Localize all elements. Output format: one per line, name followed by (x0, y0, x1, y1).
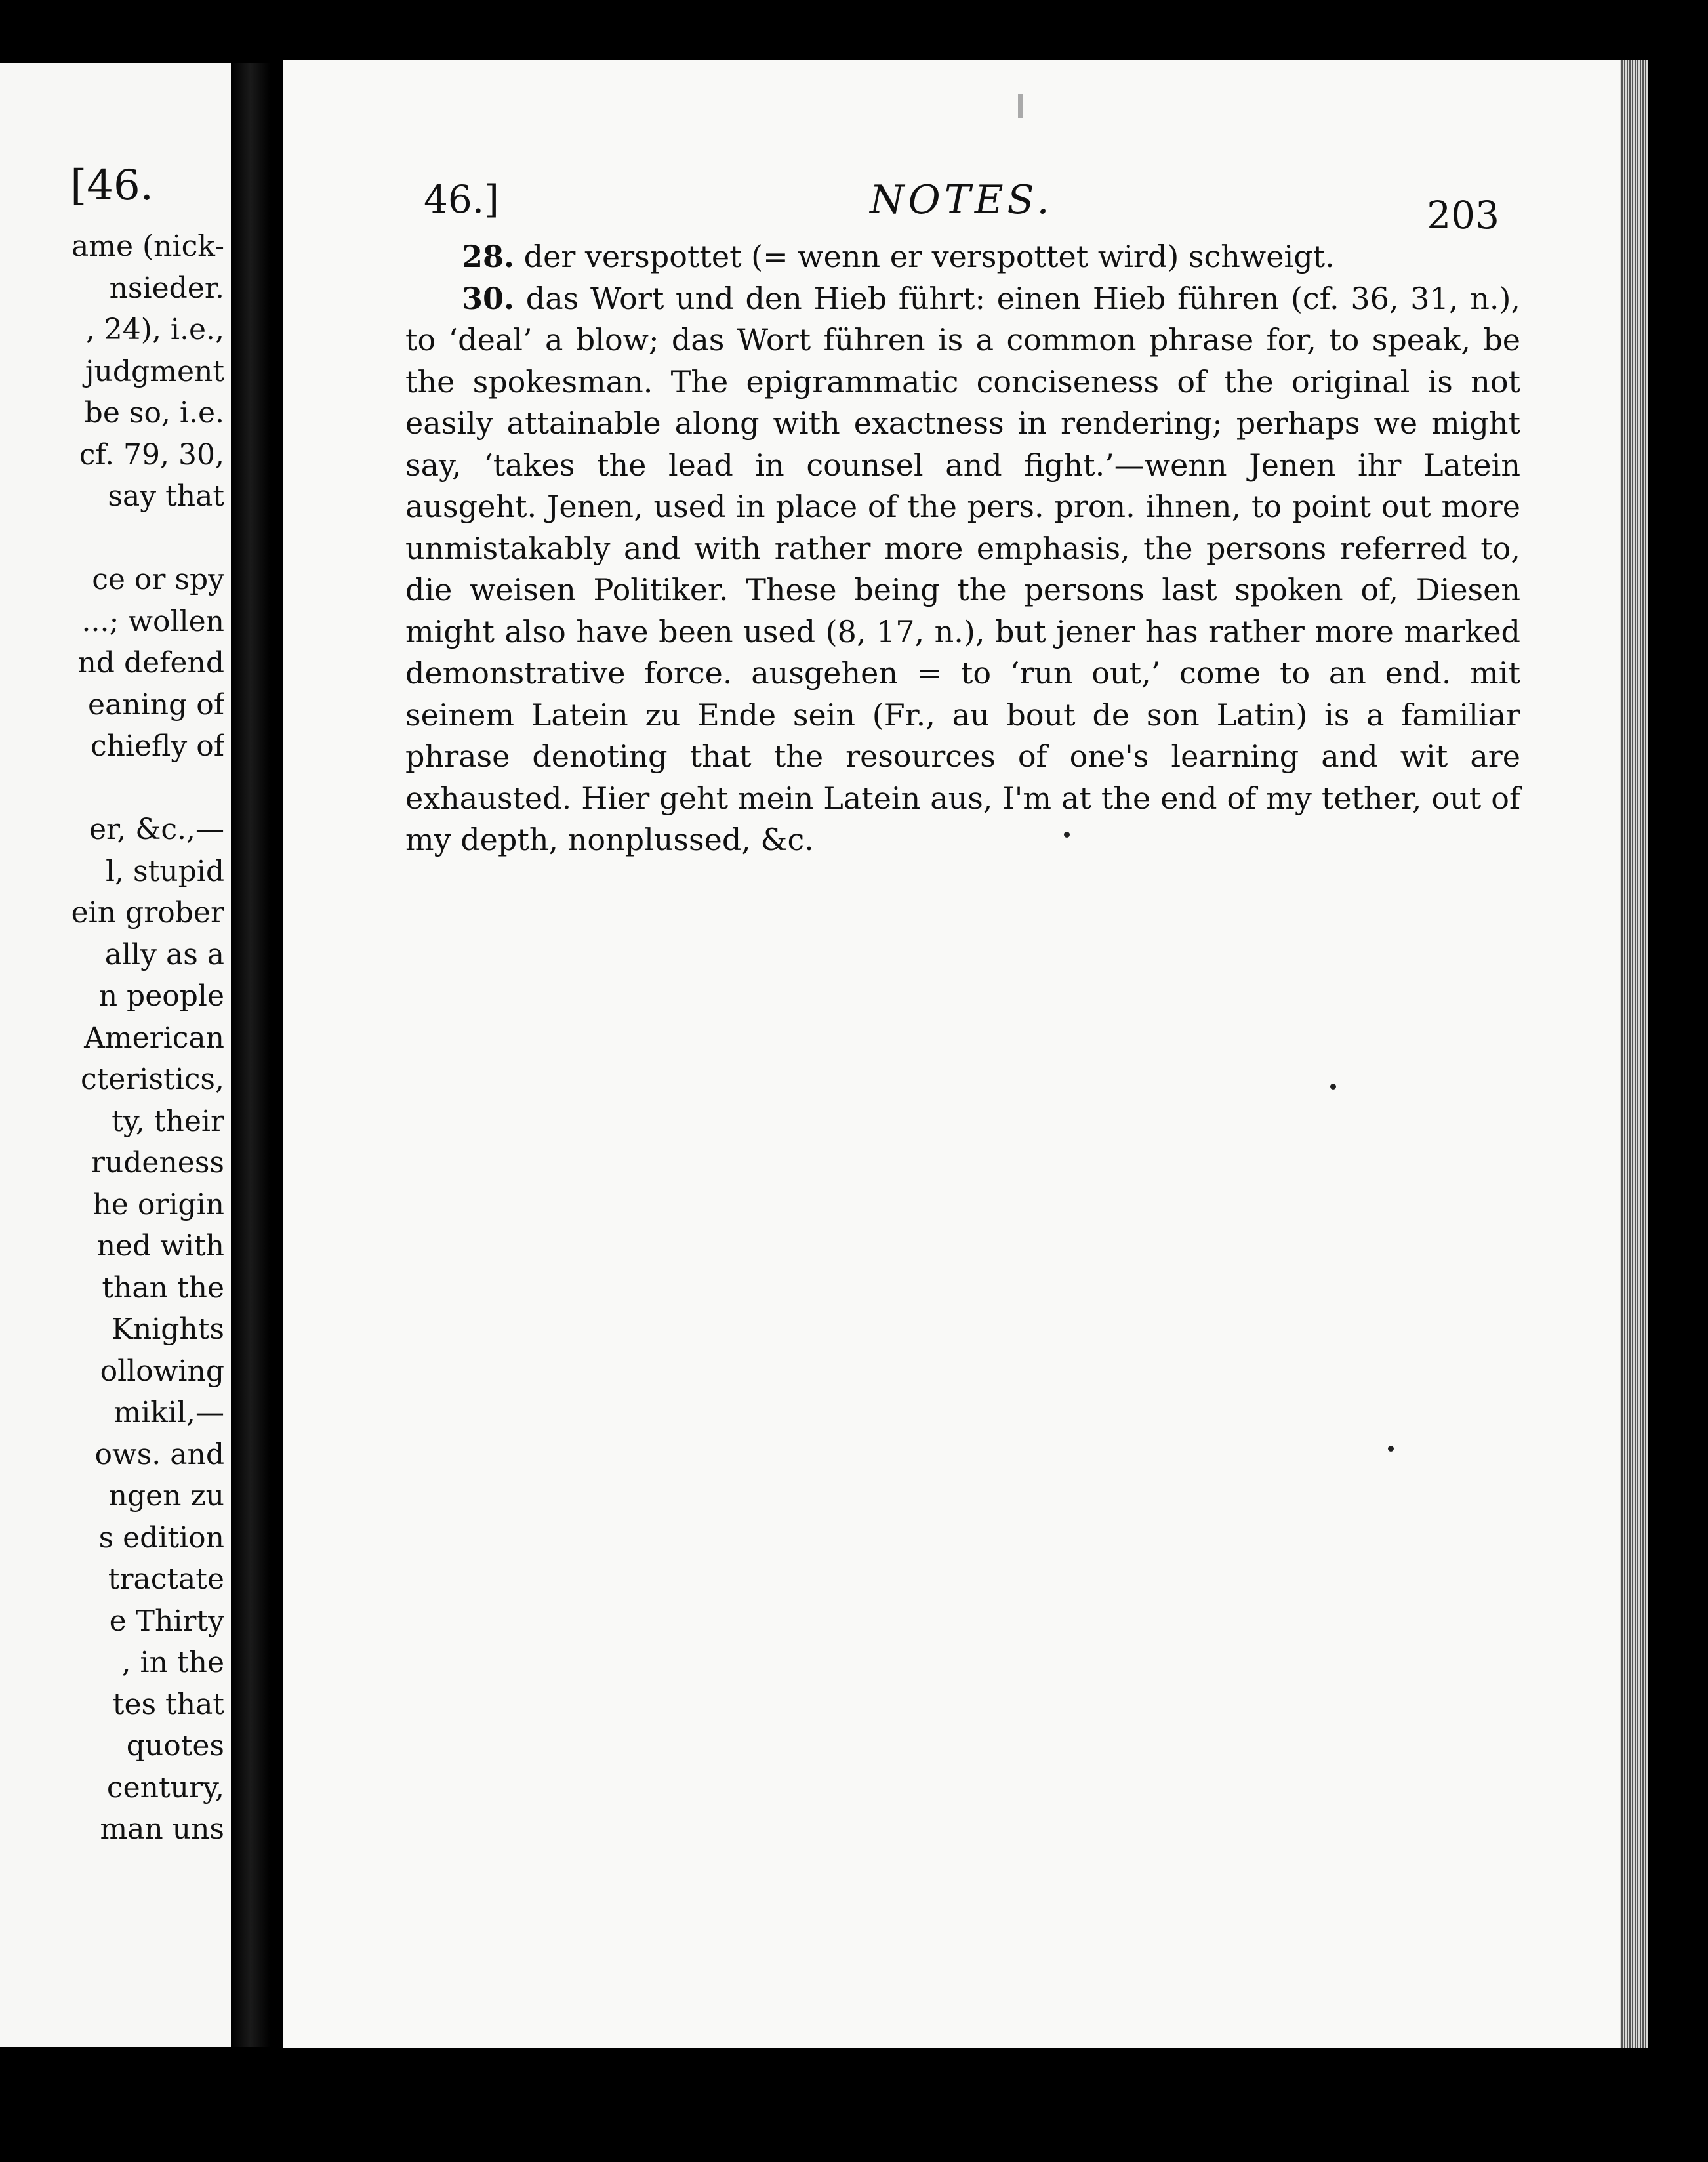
previous-page-line (8, 767, 224, 809)
note-28 (405, 236, 1520, 278)
page-edges (1620, 60, 1648, 2048)
previous-page-line: tes that (112, 1687, 224, 1721)
note-text: das Wort und den Hieb führt: einen Hieb führen (cf. 36, 31, n.), to ‘deal’ a blow; das Wort führen is a common phrase for, to speak, be the spokesman. The epigrammatic conciseness of the original is not easily attainable along with exactness in rendering; perhaps we might say, ‘takes the lead in counsel and fight.’—wenn Jenen ihr Latein ausgeht. Jenen, used in place of the pers. pron. ihnen, to point out more unmistakably and with rather more emphasis, the persons referred to, die weisen Politiker. These being the persons last spoken of, Diesen might also have been used (8, 17, n.), but jener has rather more marked demonstrative force. ausgehen = to ‘run out,’ come to an end. mit seinem Latein zu Ende sein (Fr., au bout de son Latin) is a familiar phrase denoting that the resources of one's learning and wit are exhausted. Hier geht mein Latein aus, I'm at the end of my tether, out of my depth, nonplussed, &c. (405, 280, 1521, 857)
previous-page-line: cteristics, (80, 1063, 224, 1096)
previous-page-line: , 24), i.e., (85, 313, 224, 346)
previous-page-line: judgment (85, 354, 224, 388)
previous-page-line: say that (108, 479, 224, 513)
note-number: 28. (462, 239, 515, 274)
previous-page-line: ty, their (112, 1104, 224, 1138)
previous-page-line: he origin (92, 1187, 224, 1221)
ink-speck (1064, 832, 1070, 838)
previous-page-line: century, (106, 1770, 224, 1805)
previous-page-line: s edition (98, 1520, 224, 1555)
previous-page-line: Knights (111, 1313, 224, 1346)
page-title: NOTES. (870, 177, 1053, 223)
note-30 (405, 278, 1520, 861)
previous-page-line: be so, i.e. (84, 396, 224, 430)
note-number: 30. (462, 280, 515, 316)
previous-page-line: ein grober (71, 896, 224, 929)
previous-page-line: ...; wollen (81, 604, 224, 638)
scan-mark (1018, 94, 1023, 118)
previous-page-line: ngen zu (108, 1479, 224, 1513)
current-page (283, 60, 1648, 2048)
previous-page-line: eaning of (88, 687, 224, 722)
previous-page-line: nsieder. (109, 271, 224, 305)
previous-page-line: ows. and (94, 1437, 224, 1471)
ink-speck (1330, 1084, 1336, 1090)
previous-page-line: ame (nick- (71, 230, 224, 263)
book-gutter (231, 63, 283, 2047)
previous-page-line: er, &c.,— (89, 813, 224, 846)
previous-page-text (8, 226, 224, 1850)
previous-page-line: man uns (100, 1812, 224, 1846)
previous-page-line: mikil,— (113, 1396, 224, 1429)
previous-page-line: chiefly of (90, 729, 224, 763)
previous-page-line: quotes (126, 1729, 224, 1763)
previous-page-line: ollowing (100, 1354, 224, 1388)
previous-page-line: ned with (96, 1229, 224, 1263)
previous-page-line: tractate (108, 1562, 224, 1596)
previous-page-line (8, 518, 224, 560)
previous-page-line: rudeness (91, 1146, 224, 1179)
previous-page-line: , in the (121, 1646, 224, 1679)
page-number: 203 (1427, 193, 1499, 237)
previous-page-line: American (84, 1021, 224, 1055)
previous-page (0, 63, 231, 2047)
section-reference: 46.] (424, 177, 499, 222)
previous-page-header: [46. (70, 161, 153, 210)
previous-page-line: nd defend (77, 646, 224, 680)
previous-page-line: cf. 79, 30, (79, 438, 224, 472)
running-head (424, 177, 1499, 236)
previous-page-line: ally as a (104, 937, 224, 971)
previous-page-line: than the (102, 1271, 224, 1305)
note-text: der verspottet (= wenn er verspottet wird) schweigt. (523, 239, 1335, 274)
previous-page-line: ce or spy (92, 563, 224, 596)
previous-page-line: l, stupid (105, 854, 224, 888)
previous-page-line: n people (98, 979, 224, 1013)
previous-page-line: e Thirty (109, 1604, 224, 1638)
ink-speck (1388, 1446, 1394, 1452)
notes-body (405, 236, 1520, 861)
